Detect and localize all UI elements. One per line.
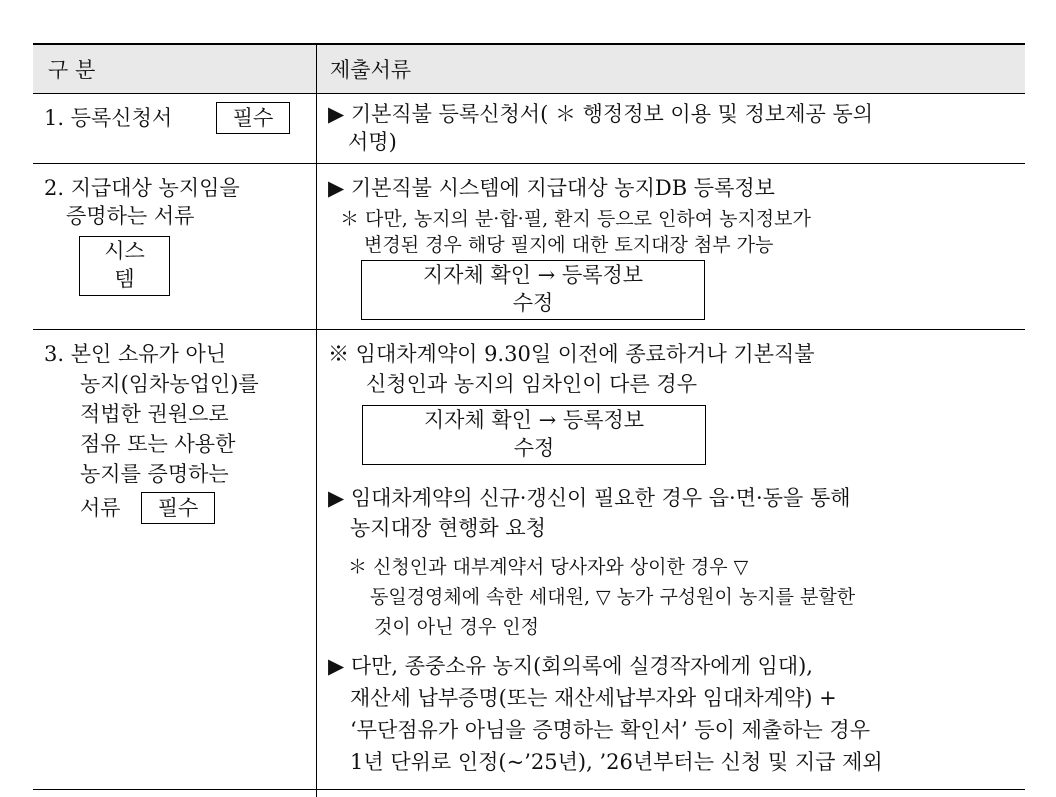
row3-label-line1: 3. 본인 소유가 아닌 xyxy=(44,342,227,366)
row1-bullet-cont: 서명) xyxy=(348,130,397,154)
row3-label-line6: 서류 xyxy=(80,496,121,520)
header-row-divider xyxy=(33,93,1025,94)
row3-note-line2: 신청인과 농지의 임차인이 다른 경우 xyxy=(366,372,697,396)
row3-sub-line2: 동일경영체에 속한 세대원, ▽ 농가 구성원이 농지를 분할한 xyxy=(370,586,856,608)
row3-bullet3-line3: ‘무단점유가 아님을 증명하는 확인서’ 등이 제출하는 경우 xyxy=(350,718,870,742)
header-category: 구 분 xyxy=(48,58,96,82)
row2-verify-box-line2: 수정 xyxy=(512,291,554,315)
row3-note-line1: ※ 임대차계약이 9.30일 이전에 종료하거나 기본직불 xyxy=(328,342,815,366)
row3-verify-box xyxy=(362,405,706,465)
row2-bullet: ▶ 기본직불 시스템에 지급대상 농지DB 등록정보 xyxy=(328,176,775,200)
row1-label: 1. 등록신청서 xyxy=(44,106,173,130)
row3-label-line2: 농지(임차농업인)를 xyxy=(80,372,259,396)
row3-verify-box-line2: 수정 xyxy=(513,436,555,460)
row2-system-badge-line2: 템 xyxy=(114,267,135,291)
row3-sub-line3: 것이 아닌 경우 인정 xyxy=(374,616,539,638)
row1-required-badge: 필수 xyxy=(216,102,290,134)
row3-sub-line1: ＊ 신청인과 대부계약서 당사자와 상이한 경우 ▽ xyxy=(348,556,749,578)
row3-bullet2-line1: ▶ 임대차계약의 신규·갱신이 필요한 경우 읍·면·동을 통해 xyxy=(328,486,851,510)
row2-verify-box xyxy=(361,260,705,320)
row2-note-line1: ＊ 다만, 농지의 분·합·필, 환지 등으로 인하여 농지정보가 xyxy=(340,208,811,230)
row1-divider xyxy=(33,163,1025,164)
row3-required-badge: 필수 xyxy=(141,492,215,524)
row3-verify-box-line1: 지자체 확인 → 등록정보 xyxy=(423,408,645,432)
table-top-border xyxy=(33,43,1025,45)
row1-bullet: ▶ 기본직불 등록신청서( ＊ 행정정보 이용 및 정보제공 동의 xyxy=(328,102,874,126)
row2-system-badge-line1: 시스 xyxy=(104,239,145,263)
table-header-background xyxy=(33,45,1025,93)
column-divider xyxy=(316,43,317,797)
row2-label-line2: 증명하는 서류 xyxy=(66,204,195,228)
row3-label-line3: 적법한 권원으로 xyxy=(80,402,229,426)
row2-verify-box-line1: 지자체 확인 → 등록정보 xyxy=(422,263,644,287)
row2-note-line2: 변경된 경우 해당 필지에 대한 토지대장 첨부 가능 xyxy=(364,234,774,256)
row2-label-line1: 2. 지급대상 농지임을 xyxy=(44,176,240,200)
row3-label-line5: 농지를 증명하는 xyxy=(80,462,229,486)
row2-system-badge xyxy=(79,236,170,296)
header-documents: 제출서류 xyxy=(330,58,412,82)
row3-label-line4: 점유 또는 사용한 xyxy=(80,432,236,456)
row3-divider xyxy=(33,789,1025,790)
row3-bullet3-line2: 재산세 납부증명(또는 재산세납부자와 임대차계약) + xyxy=(350,686,837,710)
row3-bullet2-line2: 농지대장 현행화 요청 xyxy=(350,516,546,540)
row3-bullet3-line4: 1년 단위로 인정(~’25년), ’26년부터는 신청 및 지급 제외 xyxy=(350,750,883,774)
row2-divider xyxy=(33,329,1025,330)
row3-bullet3-line1: ▶ 다만, 종중소유 농지(회의록에 실경작자에게 임대), xyxy=(328,654,813,678)
